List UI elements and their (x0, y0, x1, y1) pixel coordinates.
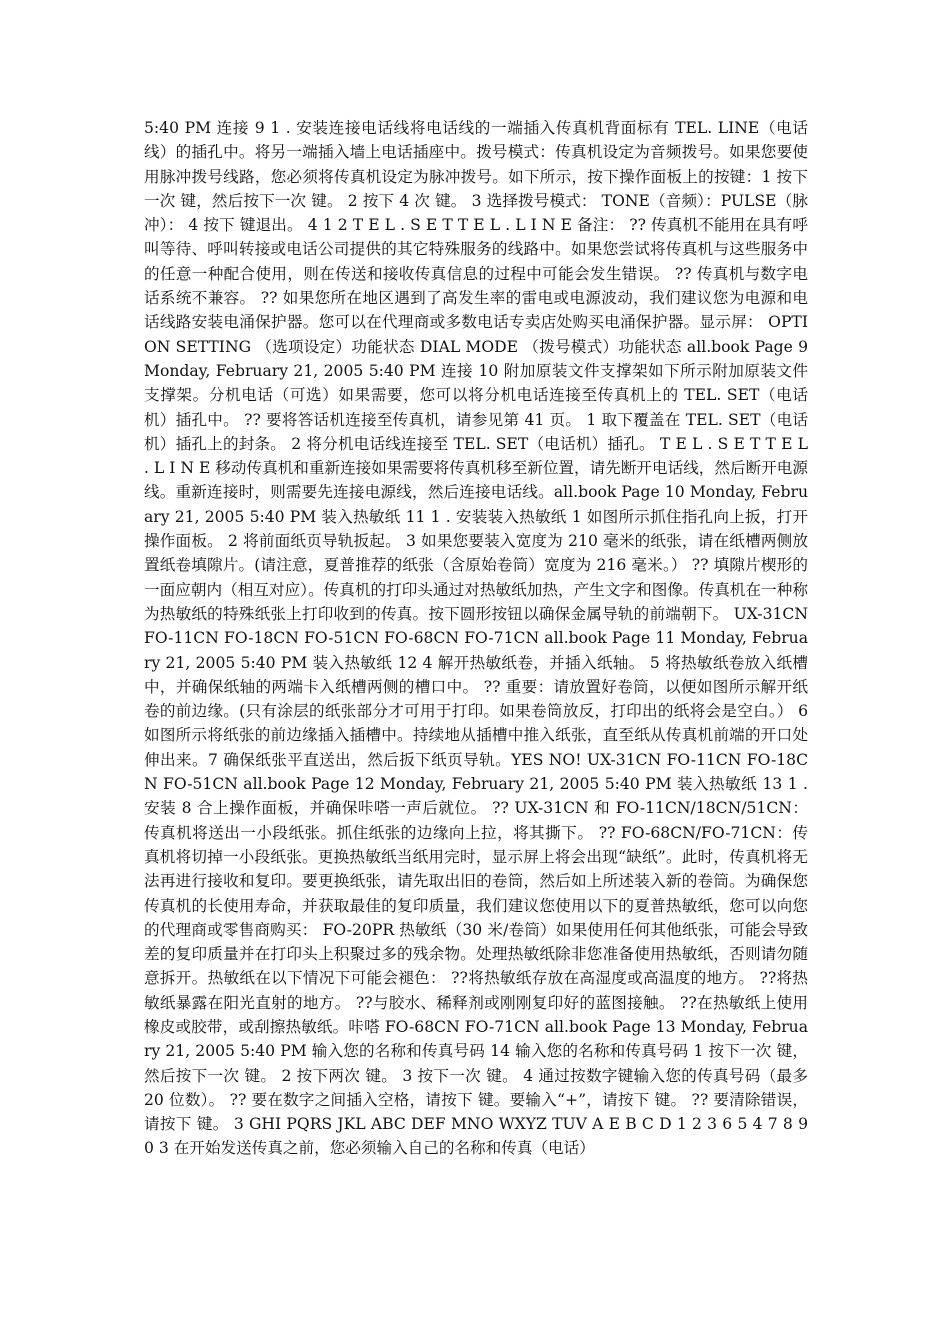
body-text: 5:40 PM 连接 9 1 . 安装连接电话线将电话线的一端插入传真机背面标有 TEL. LINE（电话线）的插孔中。将另一端插入墙上电话插座中。拨号模式：传真机设定为音频拨号。如果您要使用脉冲拨号线路，您必须将传真机设定为脉冲拨号。如下所示，按下操作面板上的按键：1 按下一次 键，然后按下一次 键。 2 按下 4 次 键。 3 选择拨号模式： TONE（音频）：PULSE（脉冲）： 4 按下 键退出。 4 1 2 T E L . S E T T E L . L I N E 备注： ?? 传真机不能用在具有呼叫等待、呼叫转接或电话公司提供的其它特殊服务的线路中。如果您尝试将传真机与这些服务中的任意一种配合使用，则在传送和接收传真信息的过程中可能会发生错误。 ?? 传真机与数字电话系统不兼容。 ?? 如果您所在地区遇到了高发生率的雷电或电源波动，我们建议您为电源和电话线路安装电涌保护器。您可以在代理商或多数电话专卖店处购买电涌保护器。显示屏： OPTION SETTING （选项设定）功能状态 DIAL MODE （拨号模式）功能状态 all.book Page 9 Monday, February 21, 2005 5:40 PM 连接 10 附加原装文件支撑架如下所示附加原装文件支撑架。分机电话（可选）如果需要，您可以将分机电话连接至传真机上的 TEL. SET（电话机）插孔中。 ?? 要将答话机连接至传真机，请参见第 41 页。 1 取下覆盖在 TEL. SET（电话机）插孔上的封条。 2 将分机电话线连接至 TEL. SET（电话机）插孔。 T E L . S E T T E L . L I N E 移动传真机和重新连接如果需要将传真机移至新位置，请先断开电话线，然后断开电源线。重新连接时，则需要先连接电源线，然后连接电话线。all.book Page 10 Monday, February 21, 2005 5:40 PM 装入热敏纸 11 1 . 安装装入热敏纸 1 如图所示抓住指孔向上扳，打开操作面板。 2 将前面纸页导轨扳起。 3 如果您要装入宽度为 210 毫米的纸张，请在纸槽两侧放置纸卷填隙片。(请注意，夏普推荐的纸张（含原始卷筒）宽度为 216 毫米。） ?? 填隙片楔形的一面应朝内（相互对应）。传真机的打印头通过对热敏纸加热，产生文字和图像。传真机在一种称为热敏纸的特殊纸张上打印收到的传真。按下圆形按钮以确保金属导轨的前端朝下。 UX-31CN FO-11CN FO-18CN FO-51CN FO-68CN FO-71CN all.book Page 11 Monday, February 21, 2005 5:40 PM 装入热敏纸 12 4 解开热敏纸卷，并插入纸轴。 5 将热敏纸卷放入纸槽中，并确保纸轴的两端卡入纸槽两侧的槽口中。 ?? 重要：请放置好卷筒，以便如图所示解开纸卷的前边缘。(只有涂层的纸张部分才可用于打印。如果卷筒放反，打印出的纸将会是空白。） 6 如图所示将纸张的前边缘插入插槽中。持续地从插槽中推入纸张，直至纸从传真机前端的开口处伸出来。7 确保纸张平直送出，然后扳下纸页导轨。YES NO! UX-31CN FO-11CN FO-18CN FO-51CN all.book Page 12 Monday, February 21, 2005 5:40 PM 装入热敏纸 13 1 . 安装 8 合上操作面板，并确保咔嗒一声后就位。 ?? UX-31CN 和 FO-11CN/18CN/51CN：传真机将送出一小段纸张。抓住纸张的边缘向上拉，将其撕下。 ?? FO-68CN/FO-71CN：传真机将切掉一小段纸张。更换热敏纸当纸用完时，显示屏上将会出现“缺纸”。此时，传真机将无法再进行接收和复印。要更换纸张，请先取出旧的卷筒，然后如上所述装入新的卷筒。为确保您传真机的长使用寿命，并获取最佳的复印质量，我们建议您使用以下的夏普热敏纸，您可以向您的代理商或零售商购买： FO-20PR 热敏纸（30 米/卷筒）如果使用任何其他纸张，可能会导致差的复印质量并在打印头上积聚过多的残余物。处理热敏纸除非您准备使用热敏纸，否则请勿随意拆开。热敏纸在以下情况下可能会褪色： ??将热敏纸存放在高湿度或高温度的地方。 ??将热敏纸暴露在阳光直射的地方。 ??与胶水、稀释剂或刚刚复印好的蓝图接触。 ??在热敏纸上使用橡皮或胶带，或刮擦热敏纸。咔嗒 FO-68CN FO-71CN all.book Page 13 Monday, February 21, 2005 5:40 PM 输入您的名称和传真号码 14 输入您的名称和传真号码 1 按下一次 键，然后按下一次 键。 2 按下两次 键。 3 按下一次 键。 4 通过按数字键输入您的传真号码（最多 20 位数）。 ?? 要在数字之间插入空格，请按下 键。要输入“+”，请按下 键。 ?? 要清除错误，请按下 键。 3 GHI PQRS JKL ABC DEF MNO WXYZ TUV A E B C D 1 2 3 6 5 4 7 8 9 0 3 在开始发送传真之前，您必须输入自己的名称和传真（电话） (144, 119, 808, 1158)
